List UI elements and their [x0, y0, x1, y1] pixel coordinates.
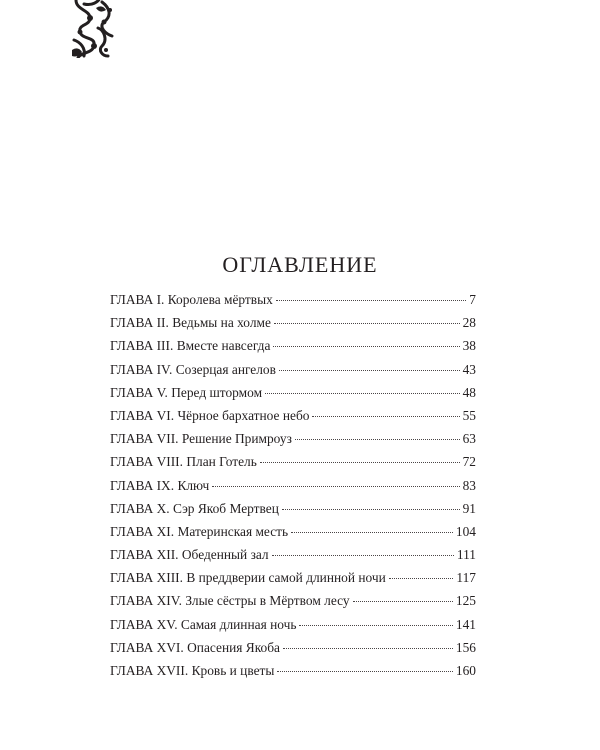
- toc-title: ОГЛАВЛЕНИЕ: [222, 252, 378, 277]
- toc-chapter-title: Опасения Якоба: [187, 639, 280, 655]
- toc-entry: [110, 431, 476, 454]
- toc-chapter-number: ГЛАВА XV.: [110, 616, 178, 632]
- toc-chapter-number: ГЛАВА V.: [110, 384, 168, 400]
- toc-entry-label: [110, 292, 273, 308]
- toc-chapter-title: Самая длинная ночь: [180, 616, 297, 632]
- toc-chapter-number: ГЛАВА II.: [110, 315, 169, 331]
- toc-chapter-number: ГЛАВА IV.: [110, 361, 173, 377]
- toc-page-number: 156: [455, 639, 476, 655]
- toc-page-number: 104: [455, 523, 476, 539]
- toc-dot-leader: [265, 393, 460, 394]
- toc-dot-leader: [272, 555, 454, 556]
- toc-chapter-number: ГЛАВА VI.: [110, 407, 175, 423]
- toc-entry-label: [110, 315, 271, 331]
- filigree-ornament-icon: [72, 0, 116, 58]
- toc-page-number: 91: [462, 500, 476, 516]
- toc-chapter-number: ГЛАВА VIII.: [110, 454, 183, 470]
- toc-entry: [110, 315, 476, 338]
- toc-dot-leader: [299, 625, 452, 626]
- toc-dot-leader: [273, 346, 459, 347]
- toc-entry: [110, 292, 476, 315]
- toc-chapter-number: ГЛАВА III.: [110, 338, 174, 354]
- toc-page-number: 117: [456, 570, 476, 586]
- toc-entry-label: [110, 408, 309, 424]
- toc-entry: [110, 478, 476, 501]
- toc-entry: [110, 640, 476, 663]
- toc-dot-leader: [291, 532, 453, 533]
- toc-chapter-number: ГЛАВА I.: [110, 292, 165, 307]
- table-of-contents: [110, 292, 476, 686]
- toc-dot-leader: [276, 300, 466, 301]
- toc-dot-leader: [312, 416, 459, 417]
- toc-entry-label: [110, 454, 257, 470]
- toc-chapter-title: Созерцая ангелов: [175, 361, 276, 377]
- toc-chapter-number: ГЛАВА XVI.: [110, 639, 184, 655]
- toc-chapter-title: Обеденный зал: [181, 547, 269, 563]
- toc-chapter-number: ГЛАВА X.: [110, 500, 170, 516]
- toc-chapter-title: Сэр Якоб Мертвец: [172, 500, 279, 516]
- toc-chapter-number: ГЛАВА XVII.: [110, 663, 189, 678]
- toc-entry-label: [110, 663, 274, 679]
- toc-chapter-title: Чёрное бархатное небо: [177, 407, 310, 423]
- toc-chapter-title: Ключ: [177, 477, 210, 493]
- toc-dot-leader: [274, 323, 460, 324]
- toc-page-number: 141: [455, 616, 476, 632]
- toc-chapter-title: Кровь и цветы: [191, 663, 275, 678]
- toc-page-number: 63: [462, 431, 476, 447]
- toc-chapter-title: Перед штормом: [171, 384, 263, 400]
- toc-chapter-title: План Готель: [186, 454, 257, 470]
- toc-chapter-number: ГЛАВА VII.: [110, 431, 179, 447]
- toc-page-number: 7: [469, 292, 476, 307]
- toc-entry: [110, 593, 476, 616]
- toc-dot-leader: [260, 462, 460, 463]
- toc-page-number: 111: [456, 547, 476, 563]
- toc-chapter-title: Материнская месть: [177, 523, 289, 539]
- toc-chapter-title: В преддверии самой длинной ночи: [186, 570, 386, 586]
- toc-page-number: 125: [455, 593, 476, 609]
- toc-entry: [110, 501, 476, 524]
- toc-chapter-number: ГЛАВА XII.: [110, 547, 179, 563]
- toc-page-number: 55: [462, 407, 476, 423]
- toc-entry: [110, 663, 476, 686]
- toc-chapter-title: Вместе навсегда: [176, 338, 271, 354]
- toc-dot-leader: [353, 601, 453, 602]
- toc-dot-leader: [279, 370, 460, 371]
- toc-chapter-number: ГЛАВА XIII.: [110, 570, 183, 586]
- toc-dot-leader: [282, 509, 460, 510]
- toc-dot-leader: [389, 578, 454, 579]
- toc-dot-leader: [283, 648, 453, 649]
- toc-chapter-title: Ведьмы на холме: [172, 315, 271, 331]
- toc-dot-leader: [295, 439, 460, 440]
- toc-page-number: 38: [462, 338, 476, 354]
- toc-entry-label: [110, 570, 386, 586]
- toc-entry-label: [110, 640, 280, 656]
- toc-page-number: 72: [462, 454, 476, 470]
- toc-page-number: 48: [462, 384, 476, 400]
- toc-entry-label: [110, 431, 292, 447]
- toc-page-number: 28: [462, 315, 476, 331]
- toc-chapter-number: ГЛАВА IX.: [110, 477, 175, 493]
- toc-entry-label: [110, 385, 262, 401]
- toc-entry-label: [110, 362, 276, 378]
- toc-entry: [110, 524, 476, 547]
- toc-entry-label: [110, 501, 279, 517]
- toc-dot-leader: [277, 671, 453, 672]
- toc-entry-label: [110, 547, 269, 563]
- toc-entry: [110, 385, 476, 408]
- toc-entry-label: [110, 617, 296, 633]
- toc-entry-label: [110, 593, 350, 609]
- toc-page-number: 83: [462, 477, 476, 493]
- toc-entry: [110, 408, 476, 431]
- toc-entry: [110, 454, 476, 477]
- toc-entry: [110, 547, 476, 570]
- toc-chapter-number: ГЛАВА XIV.: [110, 593, 183, 609]
- toc-entry-label: [110, 338, 270, 354]
- toc-dot-leader: [212, 486, 459, 487]
- toc-page-number: 43: [462, 361, 476, 377]
- toc-entry: [110, 570, 476, 593]
- toc-page-number: 160: [455, 663, 476, 678]
- toc-chapter-title: Королева мёртвых: [167, 292, 273, 307]
- toc-entry: [110, 617, 476, 640]
- toc-entry-label: [110, 478, 209, 494]
- toc-chapter-title: Решение Примроуз: [181, 431, 292, 447]
- toc-chapter-title: Злые сёстры в Мёртвом лесу: [185, 593, 350, 609]
- toc-entry: [110, 338, 476, 361]
- toc-chapter-number: ГЛАВА XI.: [110, 523, 175, 539]
- toc-entry: [110, 362, 476, 385]
- toc-entry-label: [110, 524, 288, 540]
